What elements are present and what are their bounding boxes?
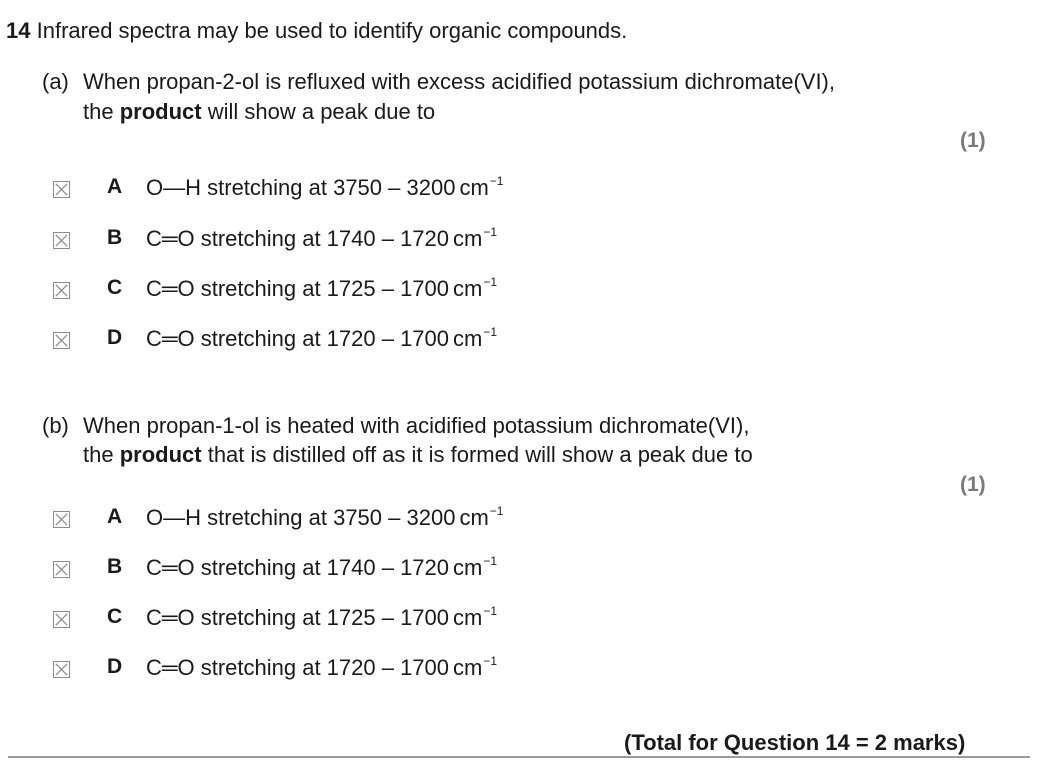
bond-left: C — [146, 555, 162, 580]
part-b-line2 — [83, 442, 753, 468]
option-exponent: −1 — [483, 325, 498, 339]
answer-checkbox-b[interactable] — [53, 561, 70, 578]
bottom-rule — [8, 756, 1030, 758]
part-a-line2-pre: the — [83, 99, 120, 124]
option-unit: cm — [453, 555, 483, 580]
answer-checkbox-d[interactable] — [53, 332, 70, 349]
option-exponent: −1 — [483, 275, 498, 289]
answer-checkbox-c[interactable] — [53, 611, 70, 628]
crossed-box-icon — [54, 662, 69, 677]
option-range: stretching at 3750 – 3200 — [201, 175, 456, 200]
bond-symbol: ═ — [161, 326, 178, 351]
answer-checkbox-b[interactable] — [53, 232, 70, 249]
bond-left: O — [146, 175, 164, 200]
answer-checkbox-d[interactable] — [53, 661, 70, 678]
bond-left: C — [146, 655, 162, 680]
crossed-box-icon — [54, 512, 69, 527]
answer-checkbox-a[interactable] — [53, 181, 70, 198]
option-unit: cm — [453, 276, 483, 301]
option-range: stretching at 1725 – 1700 — [194, 276, 450, 301]
bond-left: C — [146, 276, 162, 301]
bond-left: C — [146, 326, 162, 351]
bond-right: O — [177, 605, 195, 630]
option-range: stretching at 1740 – 1720 — [194, 226, 450, 251]
crossed-box-icon — [54, 562, 69, 577]
option-exponent: −1 — [483, 604, 498, 618]
question-header — [6, 18, 627, 44]
option-letter: B — [107, 226, 123, 249]
crossed-box-icon — [54, 283, 69, 298]
question-stem: Infrared spectra may be used to identify organic compounds. — [36, 18, 628, 43]
option-letter: D — [107, 655, 123, 678]
bond-left: C — [146, 226, 162, 251]
option-letter: C — [107, 276, 123, 299]
option-range: stretching at 3750 – 3200 — [201, 505, 456, 530]
answer-checkbox-a[interactable] — [53, 511, 70, 528]
option-exponent: −1 — [483, 225, 498, 239]
option-exponent: −1 — [483, 554, 498, 568]
option-unit: cm — [453, 326, 483, 351]
option-letter: B — [107, 555, 123, 578]
option-range: stretching at 1720 – 1700 — [194, 326, 450, 351]
option-text — [146, 604, 497, 631]
part-b-line2-post: that is distilled off as it is formed will show a peak due to — [201, 442, 753, 467]
option-text — [146, 504, 503, 531]
bond-right: O — [177, 655, 195, 680]
crossed-box-icon — [54, 233, 69, 248]
bond-right: O — [177, 226, 195, 251]
part-b-label: (b) — [42, 413, 69, 438]
bond-right: H — [185, 175, 202, 200]
bond-right: H — [185, 505, 202, 530]
part-b-product-bold: product — [119, 442, 202, 467]
crossed-box-icon — [54, 182, 69, 197]
question-number: 14 — [6, 18, 31, 43]
option-range: stretching at 1740 – 1720 — [194, 555, 450, 580]
bond-left: C — [146, 605, 162, 630]
option-range: stretching at 1720 – 1700 — [194, 655, 450, 680]
option-exponent: −1 — [489, 504, 504, 518]
option-exponent: −1 — [483, 654, 498, 668]
bond-right: O — [177, 326, 195, 351]
option-range: stretching at 1725 – 1700 — [194, 605, 450, 630]
bond-right: O — [177, 555, 195, 580]
part-b-line2-pre: the — [83, 442, 120, 467]
bond-symbol: ═ — [161, 226, 178, 251]
bond-symbol: ═ — [161, 605, 178, 630]
answer-checkbox-c[interactable] — [53, 282, 70, 299]
crossed-box-icon — [54, 333, 69, 348]
option-letter: D — [107, 326, 123, 349]
option-unit: cm — [453, 605, 483, 630]
option-text — [146, 325, 497, 352]
part-a-line2-post: will show a peak due to — [201, 99, 436, 124]
option-text — [146, 275, 497, 302]
option-text — [146, 225, 497, 252]
bond-symbol: ═ — [161, 655, 178, 680]
part-b-marks: (1) — [960, 473, 986, 496]
option-letter: A — [107, 175, 123, 198]
bond-symbol: — — [163, 175, 186, 200]
option-unit: cm — [459, 505, 489, 530]
bond-right: O — [177, 276, 195, 301]
bond-left: O — [146, 505, 164, 530]
option-letter: A — [107, 505, 123, 528]
bond-symbol: ═ — [161, 555, 178, 580]
bond-symbol: ═ — [161, 276, 178, 301]
option-unit: cm — [453, 655, 483, 680]
option-exponent: −1 — [489, 174, 504, 188]
part-a-line1: When propan-2-ol is refluxed with excess acidified potassium dichromate(VI), — [83, 69, 835, 94]
option-unit: cm — [453, 226, 483, 251]
bond-symbol: — — [163, 505, 186, 530]
part-a-label: (a) — [42, 69, 69, 94]
total-marks: (Total for Question 14 = 2 marks) — [624, 730, 966, 755]
part-b-line1: When propan-1-ol is heated with acidified potassium dichromate(VI), — [83, 413, 750, 438]
option-text — [146, 554, 497, 581]
part-a-product-bold: product — [119, 99, 202, 124]
part-a-line2 — [83, 99, 435, 125]
crossed-box-icon — [54, 612, 69, 627]
option-text — [146, 174, 503, 201]
option-unit: cm — [459, 175, 489, 200]
option-letter: C — [107, 605, 123, 628]
part-a-marks: (1) — [960, 129, 986, 152]
option-text — [146, 654, 497, 681]
